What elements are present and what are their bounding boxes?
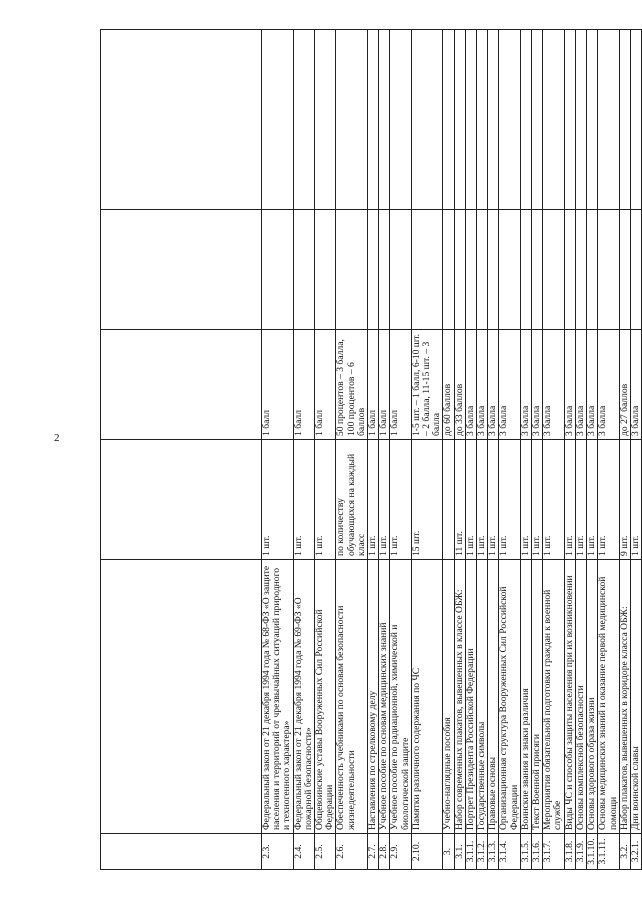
table-row bbox=[630, 30, 641, 870]
empty-cell bbox=[465, 210, 476, 330]
row-score-cell: 1 балл bbox=[262, 330, 294, 440]
table-row bbox=[543, 30, 564, 870]
empty-cell bbox=[411, 210, 443, 330]
row-description-cell: Наставления по стрелковому делу bbox=[368, 560, 379, 834]
empty-cell bbox=[101, 834, 262, 870]
empty-cell bbox=[520, 30, 531, 210]
table-row bbox=[619, 30, 630, 870]
row-score-cell: 1 балл bbox=[293, 330, 314, 440]
row-description-cell: Учебно-наглядные пособия bbox=[443, 560, 454, 834]
row-score-cell: 1 балл bbox=[315, 330, 336, 440]
empty-cell bbox=[587, 30, 598, 210]
empty-cell bbox=[411, 30, 443, 210]
row-description-cell: Федеральный закон от 21 декабря 1994 года № 68-ФЗ «О защите населения и территорий от чрезвычайных ситуаций природного и техногенного характера» bbox=[262, 560, 294, 834]
row-description-cell: Набор современных плакатов, вывешенных в классе ОБЖ: bbox=[454, 560, 465, 834]
empty-cell bbox=[368, 210, 379, 330]
row-quantity-cell: 1 шт. bbox=[379, 440, 390, 560]
row-quantity-cell: по количеству обучающихся на каждый класс bbox=[336, 440, 368, 560]
table-row bbox=[336, 30, 368, 870]
criteria-table-body bbox=[101, 30, 642, 870]
empty-cell bbox=[315, 210, 336, 330]
row-score-cell: 1 балл bbox=[379, 330, 390, 440]
table-row bbox=[598, 30, 619, 870]
empty-cell bbox=[564, 30, 575, 210]
empty-cell bbox=[454, 210, 465, 330]
row-number-cell: 2.5. bbox=[315, 834, 336, 870]
row-quantity-cell: 1 шт. bbox=[587, 440, 598, 560]
empty-cell bbox=[477, 210, 488, 330]
row-description-cell: Дни воинской славы bbox=[630, 560, 641, 834]
table-row bbox=[443, 30, 454, 870]
row-number-cell: 3.2.1. bbox=[630, 834, 641, 870]
row-score-cell: до 27 баллов bbox=[619, 330, 630, 440]
empty-cell bbox=[101, 560, 262, 834]
empty-cell bbox=[336, 210, 368, 330]
row-description-cell: Набор плакатов, вывешенных в коридоре класса ОБЖ: bbox=[619, 560, 630, 834]
row-quantity-cell: 1 шт. bbox=[390, 440, 411, 560]
row-score-cell: 3 балла bbox=[630, 330, 641, 440]
row-number-cell: 3.1.9. bbox=[575, 834, 586, 870]
row-quantity-cell: 1 шт. bbox=[575, 440, 586, 560]
row-number-cell: 2.10. bbox=[411, 834, 443, 870]
empty-cell bbox=[575, 210, 586, 330]
empty-cell bbox=[532, 210, 543, 330]
row-number-cell: 3. bbox=[443, 834, 454, 870]
row-description-cell: Общевоинские уставы Вооруженных Сил Российской Федерации bbox=[315, 560, 336, 834]
row-score-cell: до 33 баллов bbox=[454, 330, 465, 440]
row-description-cell: Портрет Президента Российской Федерации bbox=[465, 560, 476, 834]
empty-cell bbox=[443, 210, 454, 330]
empty-cell bbox=[575, 30, 586, 210]
row-score-cell: 3 балла bbox=[587, 330, 598, 440]
blank-row bbox=[101, 30, 262, 870]
empty-cell bbox=[543, 30, 564, 210]
criteria-table bbox=[100, 29, 642, 870]
table-row bbox=[315, 30, 336, 870]
table-row bbox=[499, 30, 520, 870]
empty-cell bbox=[379, 210, 390, 330]
empty-cell bbox=[262, 30, 294, 210]
empty-cell bbox=[532, 30, 543, 210]
row-number-cell: 3.1.6. bbox=[532, 834, 543, 870]
row-description-cell: Организационная структура Вооруженных Сил Российской Федерации bbox=[499, 560, 520, 834]
row-score-cell: 3 балла bbox=[488, 330, 499, 440]
empty-cell bbox=[598, 210, 619, 330]
row-score-cell: 3 балла bbox=[564, 330, 575, 440]
row-quantity-cell: 1 шт. bbox=[598, 440, 619, 560]
empty-cell bbox=[443, 30, 454, 210]
page-number: 2 bbox=[54, 432, 60, 444]
row-number-cell: 2.8. bbox=[379, 834, 390, 870]
row-score-cell: до 60 баллов bbox=[443, 330, 454, 440]
row-score-cell: 3 балла bbox=[520, 330, 531, 440]
row-quantity-cell: 1 шт. bbox=[520, 440, 531, 560]
row-description-cell: Федеральный закон от 21 декабря 1994 года № 69-ФЗ «О пожарной безопасности» bbox=[293, 560, 314, 834]
table-row bbox=[532, 30, 543, 870]
row-description-cell: Основы медицинских знаний и оказание первой медицинской помощи bbox=[598, 560, 619, 834]
rotated-table-wrapper bbox=[100, 30, 641, 870]
empty-cell bbox=[619, 210, 630, 330]
row-number-cell: 3.1.11. bbox=[598, 834, 619, 870]
row-number-cell: 3.1.2. bbox=[477, 834, 488, 870]
row-description-cell: Воинские звания и знаки различия bbox=[520, 560, 531, 834]
row-score-cell: 3 балла bbox=[499, 330, 520, 440]
table-row bbox=[465, 30, 476, 870]
row-description-cell: Основы комплексной безопасности bbox=[575, 560, 586, 834]
row-description-cell: Основы здорового образа жизни bbox=[587, 560, 598, 834]
row-quantity-cell: 11 шт. bbox=[454, 440, 465, 560]
empty-cell bbox=[101, 210, 262, 330]
row-score-cell: 3 балла bbox=[543, 330, 564, 440]
row-score-cell: 3 балла bbox=[465, 330, 476, 440]
empty-cell bbox=[454, 30, 465, 210]
table-row bbox=[368, 30, 379, 870]
empty-cell bbox=[101, 330, 262, 440]
row-score-cell: 3 балла bbox=[598, 330, 619, 440]
table-row bbox=[390, 30, 411, 870]
table-row bbox=[379, 30, 390, 870]
table-row bbox=[477, 30, 488, 870]
table-row bbox=[575, 30, 586, 870]
empty-cell bbox=[488, 30, 499, 210]
empty-cell bbox=[520, 210, 531, 330]
row-number-cell: 3.1.4. bbox=[499, 834, 520, 870]
table-row bbox=[293, 30, 314, 870]
empty-cell bbox=[564, 210, 575, 330]
row-number-cell: 3.1.5. bbox=[520, 834, 531, 870]
row-description-cell: Учебное пособие по радиационной, химической и биологической защите bbox=[390, 560, 411, 834]
empty-cell bbox=[379, 30, 390, 210]
empty-cell bbox=[315, 30, 336, 210]
row-description-cell: Государственные символы bbox=[477, 560, 488, 834]
row-quantity-cell: 9 шт. bbox=[619, 440, 630, 560]
row-quantity-cell: 15 шт. bbox=[411, 440, 443, 560]
row-quantity-cell: 1 шт. bbox=[543, 440, 564, 560]
table-row bbox=[520, 30, 531, 870]
row-quantity-cell: 1 шт. bbox=[368, 440, 379, 560]
row-score-cell: 1-5 шт. – 1 балл, 6-10 шт. – 2 балла, 11-15 шт. – 3 балла bbox=[411, 330, 443, 440]
row-quantity-cell: 1 шт. bbox=[477, 440, 488, 560]
row-score-cell: 50 процентов – 3 балла, 100 процентов – 6 баллов bbox=[336, 330, 368, 440]
row-number-cell: 3.1.1. bbox=[465, 834, 476, 870]
empty-cell bbox=[499, 210, 520, 330]
row-number-cell: 2.9. bbox=[390, 834, 411, 870]
empty-cell bbox=[598, 30, 619, 210]
row-number-cell: 2.6. bbox=[336, 834, 368, 870]
empty-cell bbox=[543, 210, 564, 330]
row-number-cell: 3.1.7. bbox=[543, 834, 564, 870]
empty-cell bbox=[101, 30, 262, 210]
empty-cell bbox=[587, 210, 598, 330]
row-score-cell: 3 балла bbox=[477, 330, 488, 440]
row-quantity-cell: 1 шт. bbox=[315, 440, 336, 560]
row-score-cell: 3 балла bbox=[575, 330, 586, 440]
row-description-cell: Обеспеченность учебниками по основам безопасности жизнедеятельности bbox=[336, 560, 368, 834]
empty-cell bbox=[630, 30, 641, 210]
row-number-cell: 2.3. bbox=[262, 834, 294, 870]
row-score-cell: 3 балла bbox=[532, 330, 543, 440]
empty-cell bbox=[499, 30, 520, 210]
row-number-cell: 2.4. bbox=[293, 834, 314, 870]
row-number-cell: 3.1. bbox=[454, 834, 465, 870]
row-number-cell: 3.2. bbox=[619, 834, 630, 870]
empty-cell bbox=[390, 30, 411, 210]
empty-cell bbox=[465, 30, 476, 210]
table-row bbox=[488, 30, 499, 870]
row-description-cell: Учебное пособие по основам медицинских знаний bbox=[379, 560, 390, 834]
row-quantity-cell: 1 шт. bbox=[262, 440, 294, 560]
row-quantity-cell bbox=[443, 440, 454, 560]
empty-cell bbox=[101, 440, 262, 560]
row-description-cell: Виды ЧС и способы защиты населения при их возникновении bbox=[564, 560, 575, 834]
row-quantity-cell: 1 шт. bbox=[488, 440, 499, 560]
row-quantity-cell: 1 шт. bbox=[532, 440, 543, 560]
empty-cell bbox=[262, 210, 294, 330]
table-row bbox=[454, 30, 465, 870]
empty-cell bbox=[293, 30, 314, 210]
row-number-cell: 2.7. bbox=[368, 834, 379, 870]
table-row bbox=[564, 30, 575, 870]
table-row bbox=[262, 30, 294, 870]
row-quantity-cell: 1 шт. bbox=[630, 440, 641, 560]
empty-cell bbox=[619, 30, 630, 210]
table-row bbox=[411, 30, 443, 870]
empty-cell bbox=[390, 210, 411, 330]
row-number-cell: 3.1.8. bbox=[564, 834, 575, 870]
empty-cell bbox=[368, 30, 379, 210]
empty-cell bbox=[477, 30, 488, 210]
row-quantity-cell: 1 шт. bbox=[499, 440, 520, 560]
row-score-cell: 1 балл bbox=[368, 330, 379, 440]
empty-cell bbox=[488, 210, 499, 330]
row-description-cell: Текст Военной присяги bbox=[532, 560, 543, 834]
table-row bbox=[587, 30, 598, 870]
row-number-cell: 3.1.3. bbox=[488, 834, 499, 870]
row-quantity-cell: 1 шт. bbox=[293, 440, 314, 560]
row-number-cell: 3.1.10. bbox=[587, 834, 598, 870]
row-quantity-cell: 1 шт. bbox=[564, 440, 575, 560]
empty-cell bbox=[293, 210, 314, 330]
row-description-cell: Правовые основы bbox=[488, 560, 499, 834]
row-quantity-cell: 1 шт. bbox=[465, 440, 476, 560]
empty-cell bbox=[336, 30, 368, 210]
row-description-cell: Памятки различного содержания по ЧС bbox=[411, 560, 443, 834]
empty-cell bbox=[630, 210, 641, 330]
row-score-cell: 1 балл bbox=[390, 330, 411, 440]
row-description-cell: Мероприятия обязательной подготовки граждан к военной службе bbox=[543, 560, 564, 834]
